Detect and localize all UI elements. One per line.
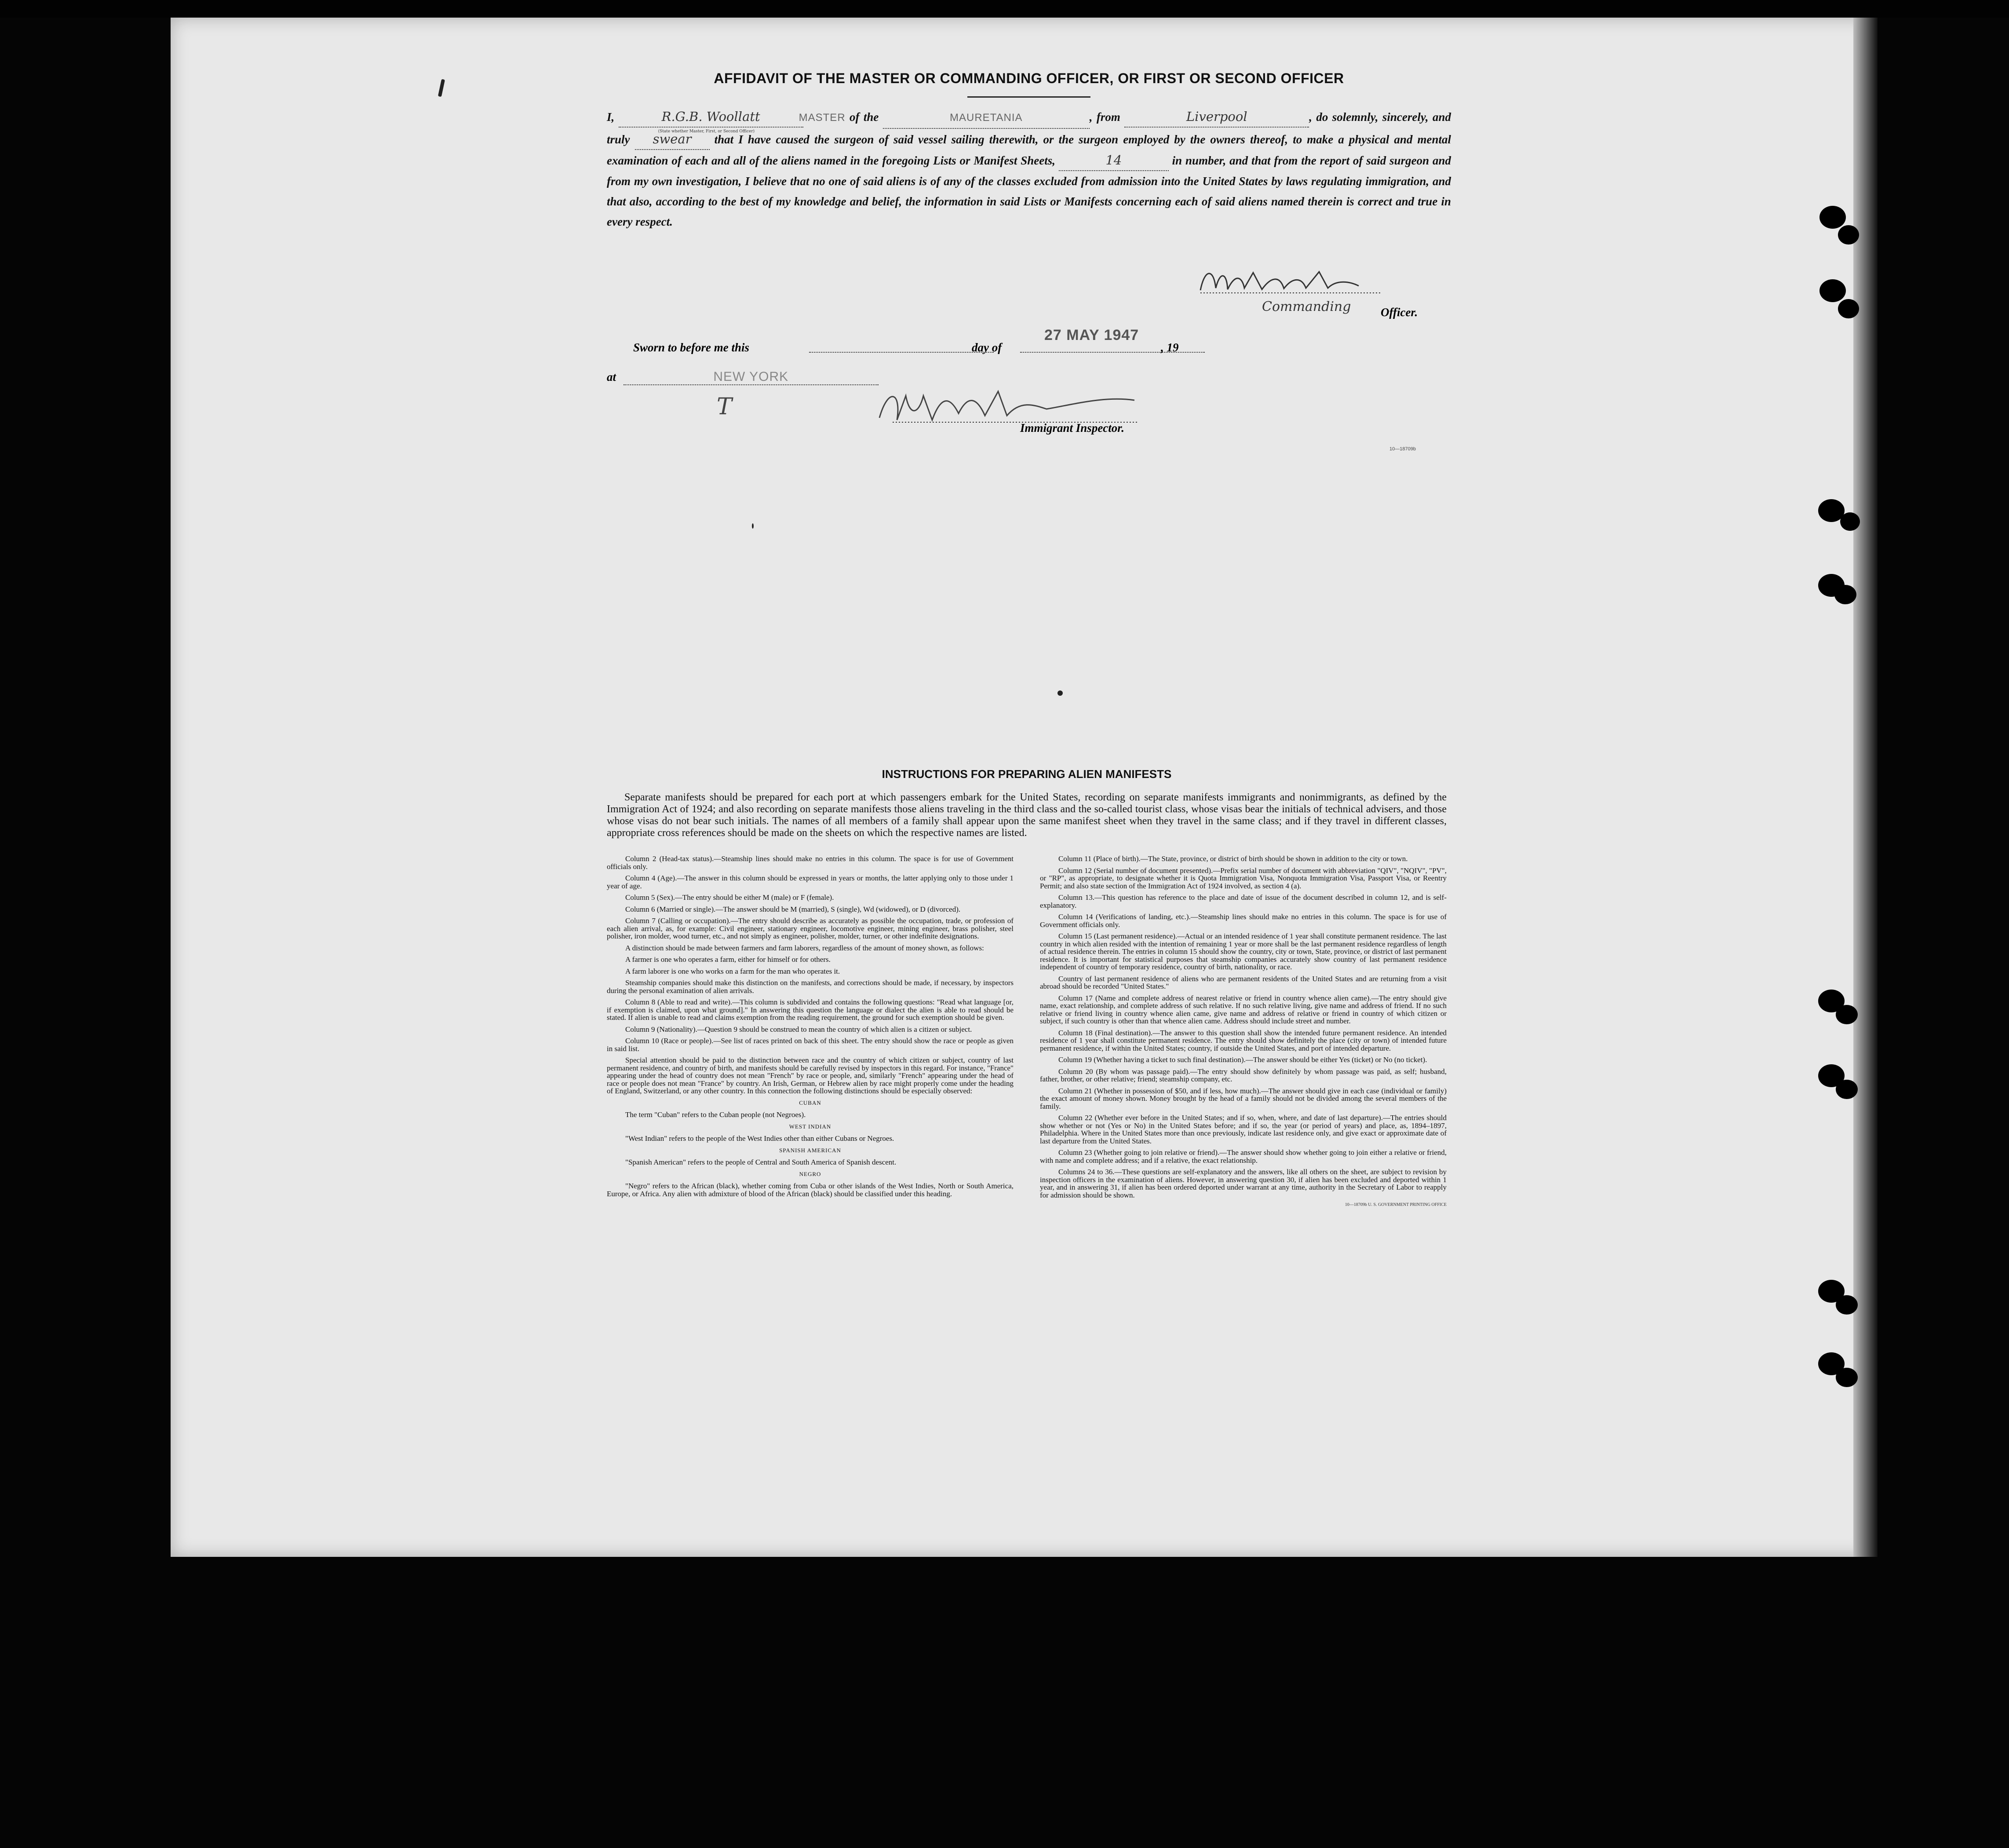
punch-hole <box>1819 279 1846 302</box>
initial-mark: T <box>717 394 732 420</box>
instruction-paragraph: Column 9 (Nationality).—Question 9 should be construed to mean the country of which alien is a citizen or subject. <box>625 1025 972 1034</box>
heading-west-indian: WEST INDIAN <box>789 1123 831 1130</box>
instruction-paragraph: Column 8 (Able to read and write).—This column is subdivided and contains the following questions: "Read what language [or, if exemption is claimed, upon what ground]." In answering this question the language or dialect the alien is able to read should be stated. If alien is unable to read and claims exemption from the reading requirement, the ground for such exemption should be given. <box>607 998 1014 1022</box>
instruction-paragraph: Steamship companies should make this distinction on the manifests, and corrections should be made, if necessary, by inspectors during the personal examination of alien arrivals. <box>607 979 1014 995</box>
officer-signature-block <box>1196 264 1425 339</box>
affidavit-title: AFFIDAVIT OF THE MASTER OR COMMANDING OFFICER, OR FIRST OR SECOND OFFICER <box>714 70 1344 86</box>
affidavit-body <box>607 106 1451 232</box>
sheet-count-field <box>1059 150 1169 171</box>
instruction-paragraph: Column 5 (Sex).—The entry should be either M (male) or F (female). <box>625 893 834 902</box>
punch-hole <box>1838 225 1859 245</box>
i-label: I, <box>607 110 615 124</box>
punch-hole <box>1836 1080 1858 1099</box>
punch-hole <box>1836 1295 1858 1315</box>
punch-hole <box>1838 299 1859 318</box>
page-edge-shadow <box>1853 18 1878 1557</box>
date-stamp: 27 MAY 1947 <box>1044 327 1139 343</box>
instruction-paragraph: A farmer is one who operates a farm, either for himself or for others. <box>625 955 831 964</box>
master-note: (State whether Master, First, or Second Officer) <box>658 129 755 134</box>
instructions-left-column <box>607 855 1014 1209</box>
line2-b: that I have caused the surgeon of said vessel sailing therewith, or the surgeon employed by the owners thereof, to make a physical and mental examination of each and all of the aliens named in the foregoing Lists or Manifest Sheets, <box>607 133 1451 167</box>
heading-cuban: CUBAN <box>799 1099 821 1106</box>
sworn-line <box>633 327 1205 358</box>
instructions-section <box>607 767 1447 1209</box>
year-label: , 19 <box>1161 341 1179 354</box>
instruction-paragraph: Columns 24 to 36.—These questions are self-explanatory and the answers, like all others on the sheet, are subject to revision by inspection officers in the examination of aliens. However, in answering question 30, if alien has been excluded and deported within 1 year, and in answering 31, if alien has been ordered deported under warrant at any time, authority in the Secretary of Labor to reapply for admission should be shown. <box>1040 1168 1447 1199</box>
punch-hole <box>1836 1368 1858 1387</box>
instruction-paragraph: A farm laborer is one who works on a farm for the man who operates it. <box>625 967 840 975</box>
instructions-title: INSTRUCTIONS FOR PREPARING ALIEN MANIFESTS <box>882 767 1172 781</box>
instruction-paragraph: Column 12 (Serial number of document presented).—Prefix serial number of document with abbreviation "QIV", "NQIV", "PV", or "RP", as appropriate, to designate whether it is Quota Immigration Visa, Nonquota Immigration Visa, Passport Visa, or Reentry Permit; and also state section of the Immigration Act of 1924 involved, as section 4 (a). <box>1040 866 1447 890</box>
heading-negro: NEGRO <box>799 1170 821 1177</box>
instruction-paragraph: Column 15 (Last permanent residence).—Actual or an intended residence of 1 year shall constitute permanent residence. The last country in which alien resided with the intention of remaining 1 year or more shall be the last permanent residence regardless of length of actual residence therein. The entries in column 15 should show the country, city or town, State, province, or district of last permanent residence. It is important for statistical purposes that steamship companies accurately show country of last permanent residence independent of country of temporary residence, country of birth, nationality, or race. <box>1040 932 1447 971</box>
text-west-indian: "West Indian" refers to the people of the West Indies other than either Cubans or Negroes. <box>625 1134 894 1143</box>
instruction-paragraph: Column 11 (Place of birth).—The State, province, or district of birth should be shown in addition to the city or town. <box>1058 855 1408 863</box>
sheet-count: 14 <box>1105 153 1122 168</box>
at-line <box>607 369 879 385</box>
punch-hole <box>1836 1005 1858 1024</box>
instructions-intro: Separate manifests should be prepared for each port at which passengers embark for the United States, recording on separate manifests immigrants and nonimmigrants, as defined by the Immigration Act of 1924; and also recording on separate manifests those aliens traveling in the third class and the so-called tourist class, whose visas bear the initials of technical advisers, and those whose visas do not bear such initials. The names of all members of a family shall appear upon the same manifest sheet when they travel in the same class; and if they travel in different classes, appropriate cross references should be made on the sheets on which the respective names are listed. <box>607 792 1447 839</box>
scan-border-top <box>0 0 2009 18</box>
instruction-paragraph: Column 6 (Married or single).—The answer should be M (married), S (single), Wd (widowed), or D (divorced). <box>625 905 961 913</box>
punch-hole <box>1819 206 1846 229</box>
punch-hole <box>1840 512 1860 531</box>
officer-label: Officer. <box>1381 306 1418 319</box>
instruction-paragraph: Column 22 (Whether ever before in the United States; and if so, when, where, and date of last departure).—The entries should show whether or not (Yes or No) in the United States before; and if so, the year (or period of years) and place, as, 1894–1897, Philadelphia. Where in the United States more than once previously, indicate last residence only, and give exact or approximate date of last departure from the United States. <box>1040 1114 1447 1145</box>
heading-spanish-american: SPANISH AMERICAN <box>779 1147 841 1154</box>
inspector-label: Immigrant Inspector. <box>1020 421 1125 435</box>
port-name: Liverpool <box>1186 109 1247 124</box>
form-code: 10—18709b <box>1389 446 1416 452</box>
of-the-label: of the <box>850 110 879 124</box>
instruction-paragraph: Special attention should be paid to the distinction between race and the country of which citizen or subject, country of last permanent residence, and country of birth, and manifests should be carefully revised by inspectors in this regard. For instance, "France" appearing under the head of country does not mean "French" by race or people, and, similarly "French" appearing under the head of race or people does not mean "France" by country. An Irish, German, or Hebrew alien by race might properly come under the heading of England, Switzerland, or any other country. In this connection the following distinctions should be especially observed: <box>607 1056 1014 1095</box>
instruction-paragraph: Column 20 (By whom was passage paid).—The entry should show definitely by whom passage was paid, as self; husband, father, brother, or other relative; friend; steamship company, etc. <box>1040 1067 1447 1083</box>
affidavit-section <box>607 70 1451 232</box>
instruction-paragraph: Column 23 (Whether going to join relative or friend).—The answer should show whether going to join either a relative or friend, with name and complete address; and if a relative, the exact relationship. <box>1040 1148 1447 1165</box>
officer-title-handwritten: Commanding <box>1262 299 1351 314</box>
instruction-paragraph: Column 19 (Whether having a ticket to such final destination).—The answer should be either Yes (ticket) or No (no ticket). <box>1058 1055 1427 1064</box>
instructions-columns <box>607 855 1447 1209</box>
line3: in number, and that from the report of said surgeon and from my own investigation, I believe that no one of said aliens is of any of the classes excluded from admission into the United States by laws regulating immigration, and that also, according to the best of my knowledge and belief, the information in said Lists or Manifests concerning each of said aliens named therein is correct and true in every respect. <box>607 154 1451 228</box>
day-label: day of <box>972 341 1002 354</box>
line2-a: solemnly, sincerely, and truly <box>607 110 1451 146</box>
instruction-paragraph: Column 2 (Head-tax status).—Steamship lines should make no entries in this column. The space is for use of Government officials only. <box>607 855 1014 871</box>
instruction-paragraph: Column 21 (Whether in possession of $50, and if less, how much).—The answer should give in each case (individual or family) the exact amount of money shown. Money brought by the head of a family should not be divided among the several members of the family. <box>1040 1086 1447 1110</box>
do-label: , do <box>1309 110 1328 124</box>
text-negro: "Negro" refers to the African (black), whether coming from Cuba or other islands of the West Indies, North or South America, Europe, or Africa. Any alien with admixture of blood of the African (black) should be classified under this heading. <box>607 1182 1014 1198</box>
vessel-name: MAURETANIA <box>949 112 1023 124</box>
instruction-paragraph: Column 7 (Calling or occupation).—The entry should describe as accurately as possible the occupation, trade, or profession of each alien arrival, as, for example: Civil engineer, stationary engineer, locomotive engineer, mining engineer, brass polisher, steel polisher, iron molder, wood turner, etc., and not simply as engineer, polisher, molder, turner, or other indefinite designations. <box>607 917 1014 940</box>
instruction-paragraph: Column 17 (Name and complete address of nearest relative or friend in country whence alien came).—The entry should give name, exact relationship, and complete address of such relative. If no such relative living, give name and address of friend. If no such relative or friend living in country whence alien came, give name and address of relative or friend in country of which citizen or subject, if such country is other than that whence alien came. Address should include street and number. <box>1040 993 1447 1025</box>
master-name: R.G.B. Woollatt <box>661 109 760 124</box>
at-label: at <box>607 370 616 383</box>
punch-hole <box>1834 585 1856 604</box>
port-field <box>1124 106 1309 128</box>
ink-speck <box>752 523 754 529</box>
instruction-paragraph: Column 14 (Verifications of landing, etc.).—Steamship lines should make no entries in this column. The space is for use of Government officials only. <box>1040 913 1447 929</box>
place-stamp: NEW YORK <box>713 369 789 384</box>
text-cuban: The term "Cuban" refers to the Cuban people (not Negroes). <box>625 1110 806 1119</box>
oath-field <box>635 129 710 150</box>
rank-stamp: MASTER <box>798 112 846 124</box>
instruction-paragraph: Column 18 (Final destination).—The answer to this question shall show the intended future permanent residence. An intended residence of 1 year shall constitute permanent residence. The entry should show definitely the place (city or town) of intended future permanent residence, if within the United States; country, if outside the United States, and port of intended departure. <box>1040 1028 1447 1052</box>
officer-signature <box>1196 264 1381 303</box>
place-field <box>623 369 879 385</box>
instruction-paragraph: Country of last permanent residence of aliens who are permanent residents of the United States and are returning from a visit abroad should be recorded "United States." <box>1040 974 1447 990</box>
day-fill <box>809 352 994 353</box>
printing-office-footer: 10—18709b U. S. GOVERNMENT PRINTING OFFICE <box>1345 1202 1447 1207</box>
master-name-field <box>619 106 803 134</box>
from-label: , from <box>1089 110 1120 124</box>
vessel-field <box>883 108 1090 129</box>
instruction-paragraph: Column 13.—This question has reference to the place and date of issue of the document described in column 12, and is self-explanatory. <box>1040 893 1447 909</box>
ink-speck <box>1057 690 1063 696</box>
text-spanish-american: "Spanish American" refers to the people of Central and South America of Spanish descent. <box>625 1158 897 1166</box>
instruction-paragraph: Column 4 (Age).—The answer in this column should be expressed in years or months, the latter applying only to those under 1 year of age. <box>607 874 1014 890</box>
instruction-paragraph: Column 10 (Race or people).—See list of races printed on back of this sheet. The entry should show the race or people as given in said list. <box>607 1037 1014 1053</box>
instructions-right-column <box>1040 855 1447 1209</box>
title-divider <box>967 96 1090 98</box>
sworn-label: Sworn to before me this <box>633 341 750 354</box>
oath-word: swear <box>653 131 692 146</box>
instruction-paragraph: A distinction should be made between farmers and farm laborers, regardless of the amount of money shown, as follows: <box>625 943 984 952</box>
